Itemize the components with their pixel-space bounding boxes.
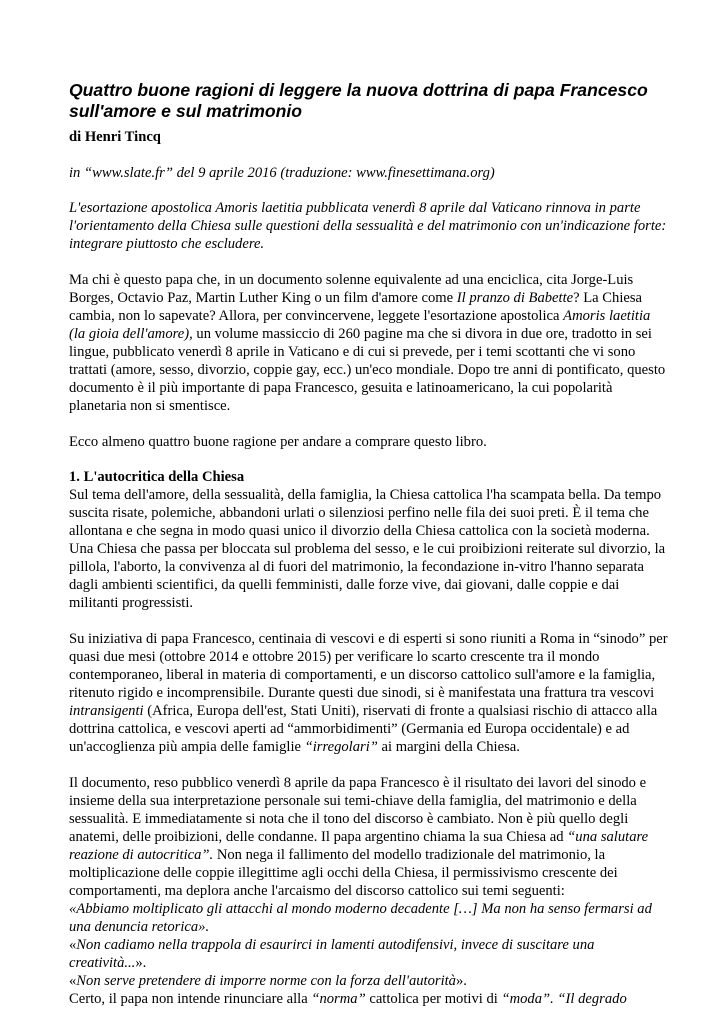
emphasis-irregolari: “irregolari” — [304, 739, 378, 755]
quote-degrado: “Il degrado — [557, 991, 627, 1007]
paragraph-sinodo — [69, 630, 669, 756]
paragraph-text: ai margini della Chiesa. — [377, 739, 520, 755]
film-title: Il pranzo di Babette — [456, 290, 574, 306]
article — [69, 80, 669, 1008]
section-autocritica — [69, 468, 669, 612]
paragraph-reasons: Ecco almeno quattro buone ragione per andare a comprare questo libro. — [69, 434, 487, 450]
paragraph-text: ? La Chiesa cambia, non lo sapevate? Allora, per convincervene, leggete l'esortazione apostolica — [69, 290, 643, 324]
paragraph-intro — [69, 271, 669, 415]
paragraph-documento — [69, 774, 669, 900]
quote-text: Non cadiamo nella trappola di esaurirci in lamenti autodifensivi, invece di suscitare una creatività... — [69, 937, 595, 971]
paragraph-text: Su iniziativa di papa Francesco, centinaia di vescovi e di esperti si sono riuniti a Roma in “sinodo” per quasi due mesi (ottobre 2014 e ottobre 2015) per verificare lo scarto crescente tra il mondo contemporaneo, liberal in materia di comportamenti, e un discorso cattolico sull'amore e la famiglia, ritenuto rigido e incomprensibile. Durante questi due sinodi, si è manifestata una frattura tra vescovi — [69, 631, 668, 701]
quote-mark: ». — [455, 973, 467, 989]
quote-2 — [69, 936, 669, 972]
quote-mark: « — [69, 973, 77, 989]
paragraph-text: Il documento, reso pubblico venerdì 8 aprile da papa Francesco è il risultato dei lavori del sinodo e insieme della sua interpretazione personale sui temi-chiave della famiglia, del matrimonio e della sessualità. E immediatamente si nota che il tono del discorso è cambiato. Non è più quello degli anatemi, delle proibizioni, delle condanne. Il papa argentino chiama la sua Chiesa ad — [69, 775, 647, 845]
quote-autocritica: “una salutare reazione di autocritica”. — [69, 829, 649, 863]
section-heading: 1. L'autocritica della Chiesa — [69, 469, 245, 485]
paragraph-norma — [69, 990, 669, 1008]
quote-text: Non serve pretendere di imporre norme con la forza dell'autorità — [76, 973, 456, 989]
paragraph-text: Certo, il papa non intende rinunciare alla — [69, 991, 312, 1007]
emphasis-norma: “norma” — [311, 991, 366, 1007]
article-author: di Henri Tincq — [69, 129, 161, 145]
quote-3 — [69, 972, 669, 990]
emphasis-intransigenti: intransigenti — [69, 703, 144, 719]
paragraph-text: cattolica per motivi di — [365, 991, 502, 1007]
paragraph-text: (Africa, Europa dell'est, Stati Uniti), riservati di fronte a qualsiasi rischio di attacco alla dottrina cattolica, e vescovi aperti ad “ammorbidimenti” (Germania ed Europa occidentale) e ad un'accoglienza più ampia delle famiglie — [69, 703, 658, 755]
article-title: Quattro buone ragioni di leggere la nuova dottrina di papa Francesco sull'amore e sul matrimonio — [69, 80, 648, 121]
quote-mark: ». — [135, 955, 147, 971]
emphasis-moda: “moda”. — [501, 991, 554, 1007]
paragraph-text: Ma chi è questo papa che, in un documento solenne equivalente ad una enciclica, cita Jorge-Luis Borges, Octavio Paz, Martin Luther King o un film d'amore come — [69, 272, 634, 306]
paragraph-text: Non nega il fallimento del modello tradizionale del matrimonio, la moltiplicazione delle coppie illegittime agli occhi della Chiesa, il permissivismo crescente dei comportamenti, ma deplora anche l'arcaismo del discorso cattolico sui temi seguenti: — [69, 847, 618, 899]
article-source: in “www.slate.fr” del 9 aprile 2016 (traduzione: www.finesettimana.org) — [69, 165, 495, 181]
section-text: Sul tema dell'amore, della sessualità, della famiglia, la Chiesa cattolica l'ha scampata bella. Da tempo suscita risate, polemiche, abbandoni urlati o silenziosi perfino nelle fila dei suoi preti. È il tema che allontana e che segna in modo quasi unico il divorzio della Chiesa cattolica con la società moderna. Una Chiesa che passa per bloccata sul problema del sesso, e le cui proibizioni reiterate sul divorzio, la pillola, l'aborto, la convivenza al di fuori del matrimonio, la fecondazione in-vitro l'hanno separata dagli ambienti scientifici, da quelli femministi, dalle forze vive, dai giovani, dalle coppie e dai militanti progressisti. — [69, 487, 666, 611]
document-title: Amoris laetitia (la gioia dell'amore) — [69, 308, 651, 342]
quote-1: «Abbiamo moltiplicato gli attacchi al mondo moderno decadente […] Ma non ha senso fermarsi ad una denuncia retorica». — [69, 901, 652, 935]
paragraph-text: , un volume massiccio di 260 pagine ma che si divora in due ore, tradotto in sei lingue, pubblicato venerdì 8 aprile in Vaticano e di cui si prevede, per i temi scottanti che vi sono trattati (amore, sesso, divorzio, coppie gay, ecc.) un'eco mondiale. Dopo tre anni di pontificato, questo documento è il più importante di papa Francesco, gesuita e latinoamericano, la cui popolarità planetaria non si smentisce. — [69, 326, 666, 414]
quote-mark: « — [69, 937, 77, 953]
article-abstract: L'esortazione apostolica Amoris laetitia pubblicata venerdì 8 aprile dal Vaticano rinnova in parte l'orientamento della Chiesa sulle questioni della sessualità e del matrimonio con un'indicazione forte: integrare piuttosto che escludere. — [69, 200, 667, 252]
